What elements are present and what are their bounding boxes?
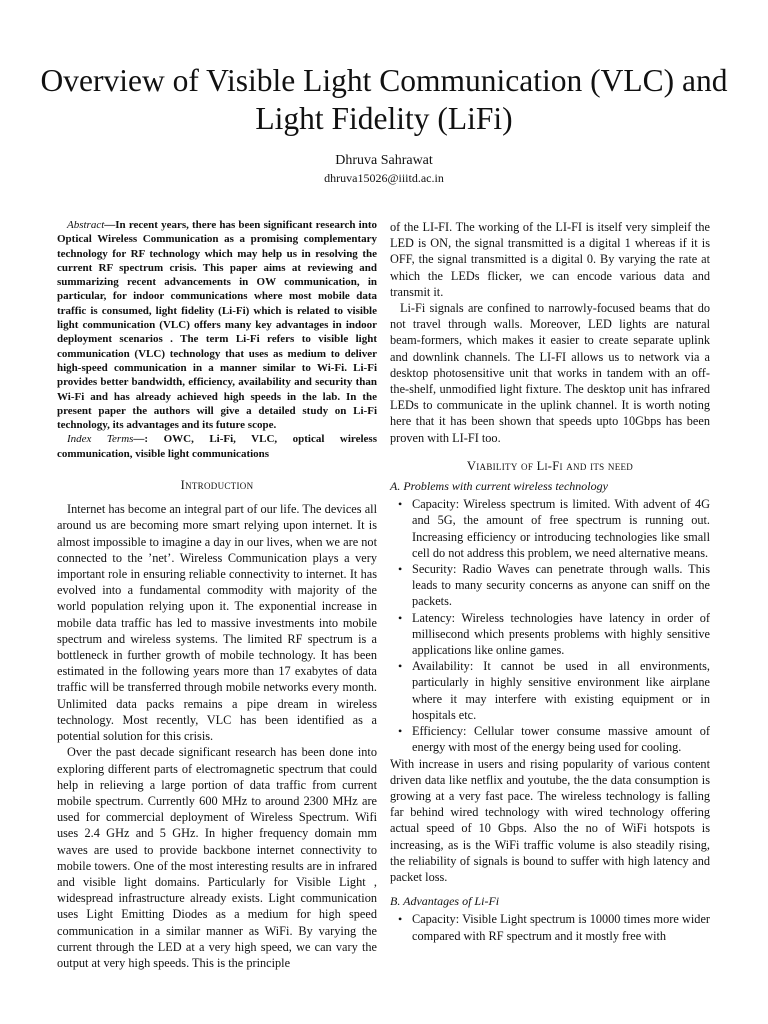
index-terms-text: —: OWC, Li-Fi, VLC, optical wireless communication, visible light communications: [57, 433, 377, 460]
problems-list: [390, 496, 710, 755]
author-email: dhruva15026@iiitd.ac.in: [324, 171, 444, 185]
viability-heading: Viability of Li-Fi and its need: [466, 458, 634, 473]
paper-title: Overview of Visible Light Communication (VLC) and Light Fidelity (LiFi): [40, 63, 728, 136]
introduction-paragraph-1: Internet has become an integral part of our life. The devices all around us are becoming more smart relying upon internet. It is almost impossible to imagine a day in our lives, when we are not connected to the ’net’. Wireless Communication plays a very important role in ensuring reliable connectivity to internet. It has evolved into a fundamental commodity with majority of the world population relying upon it. The exponential increase in mobile data traffic has led to massive investments into mobile spectrum and wireless systems. The limited RF spectrum is a bottleneck in further growth of mobile technology. It has been estimated in the following years more than 17 exabytes of data traffic will be transferred through mobile networks every month. Unlimited data packs remains a pipe dream in wireless technology. Most recently, VLC has been identified as a potential solution for this crisis.: [57, 502, 377, 744]
list-item: • Latency: Wireless technologies have latency in order of millisecond which presents problems with highly sensitive applications like online games.: [412, 610, 710, 659]
list-item: • Capacity: Visible Light spectrum is 10000 times more wider compared with RF spectrum and it mostly free with: [412, 911, 710, 943]
problems-subheading: A. Problems with current wireless technology: [390, 479, 608, 494]
abstract-label: Abstract: [67, 219, 105, 231]
list-item: • Capacity: Wireless spectrum is limited. With advent of 4G and 5G, the amount of free spectrum is running out. Increasing efficiency or introducing technologies like small cell do not address this problem, we need alternative means.: [412, 496, 710, 561]
advantages-list: [390, 911, 710, 943]
list-item: • Availability: It cannot be used in all environments, particularly in highly sensitive environment like airplane where it may interfere with existing equipment or in hospitals etc.: [412, 658, 710, 723]
lifi-signals-paragraph: Li-Fi signals are confined to narrowly-focused beams that do not travel through walls. Moreover, LED lights are natural beam-formers, which makes it easier to create separate uplink and downlink channels. The LI-FI allows us to network via a desktop photosensitive unit that works in tandem with an off-the-shelf, unmodified light fixture. The desktop unit has infrared LEDs to communicate in the uplink channel. It is worth noting here that it has been shown that speeds upto 10Gbps has been proven with LI-FI too.: [390, 301, 710, 445]
introduction-heading: Introduction: [180, 478, 254, 493]
left-column: [57, 218, 377, 971]
advantages-subheading: B. Advantages of Li-Fi: [390, 894, 500, 909]
author-name: Dhruva Sahrawat: [335, 153, 433, 168]
list-item: • Security: Radio Waves can penetrate through walls. This leads to many security concerns as anyone can sniff on the packets.: [412, 561, 710, 610]
list-item: • Efficiency: Cellular tower consume massive amount of energy with most of the energy being used for cooling.: [412, 723, 710, 755]
consumption-paragraph: With increase in users and rising popularity of various content driven data like netflix and youtube, the the data consumption is growing at a very fast pace. The wireless technology is falling far behind wired technology with wired technology offering actual speed of 10 Gbps. Also the no of WiFi hotspots is increasing, as is the WiFi traffic volume is also steadily rising, the reliability of signals is bound to suffer with high latency and packet loss.: [390, 756, 710, 884]
right-column: [390, 219, 710, 944]
continued-paragraph: of the LI-FI. The working of the LI-FI is itself very simpleif the LED is ON, the signal transmitted is a digital 1 whereas if it is OFF, the signal transmitted is a digital 0. By varying the rate at which the LEDs flicker, we can encode various data and transmit it.: [390, 220, 710, 299]
abstract: [57, 218, 377, 432]
index-terms: [57, 432, 377, 461]
index-terms-label: Index Terms: [67, 433, 134, 446]
introduction-paragraph-2: Over the past decade significant research has been done into exploring different parts of electromagnetic spectrum that could help in relieving a large portion of data traffic from current mobile spectrum. Currently 600 MHz to around 2300 MHz are used for commercial deployment of Wireless Spectrum. Wifi uses 2.4 GHz and 5 GHz. In higher frequency domain mm waves are used to provide backbone internet connectivity to mobile towers. One of the most interesting results are in infrared and visible light domains. Particularly for Visible Light , widespread infrastructure already exists. Light communication uses Light Emitting Diodes as a medium for high speed communication in a similar manner as WiFi. By varying the current through the LED at a very high speed, we can vary the output at very high speeds. This is the principle: [57, 745, 377, 970]
abstract-text: —In recent years, there has been significant research into Optical Wireless Communication as a promising complementary technology for RF technology which may help us in resolving the current RF spectrum crisis. This paper aims at reviewing and summarizing recent advancements in OW communication, in particular, for indoor communications where most mobile data traffic is consumed, light fidelity (Li-Fi) which is related to visible light communication (VLC) offers many key advantages in indoor deployment scenarios . The term Li-Fi refers to visible light communication (VLC) technology that uses as medium to deliver high-speed communication in a manner similar to Wi-Fi. Li-Fi provides better bandwidth, efficiency, availability and security than Wi-Fi and has already achieved high speeds in the lab. In the present paper the authors will give a detailed study on Li-Fi technology, its advantages and its future scope.: [57, 219, 377, 432]
